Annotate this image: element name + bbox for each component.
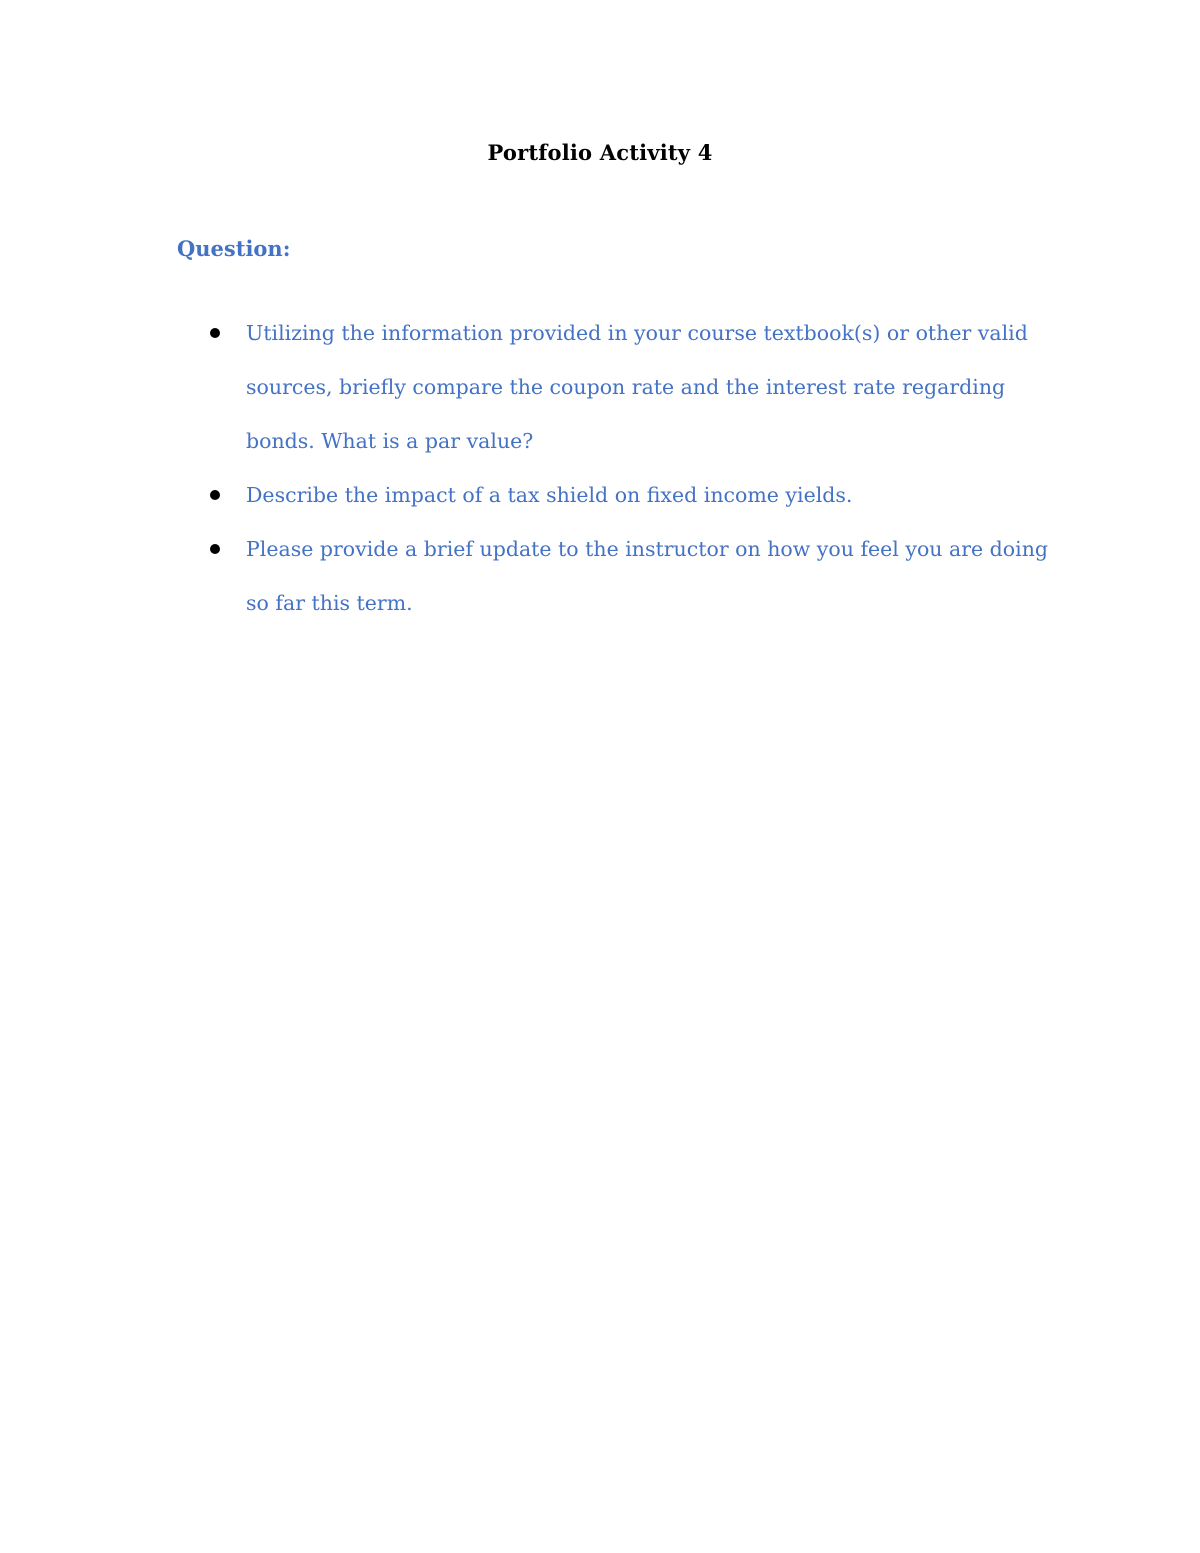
question-list <box>0 306 1200 630</box>
list-item <box>0 522 1200 630</box>
question-text: Utilizing the information provided in your course textbook(s) or other valid sources, briefly compare the coupon rate and the interest rate regarding bonds. What is a par value? <box>246 321 1028 453</box>
document-title: Portfolio Activity 4 <box>487 140 713 165</box>
bullet-icon <box>210 544 220 554</box>
question-text: Please provide a brief update to the instructor on how you feel you are doing so far this term. <box>246 537 1049 615</box>
question-heading: Question: <box>177 236 291 261</box>
bullet-icon <box>210 328 220 338</box>
list-item <box>0 306 1200 468</box>
list-item <box>0 468 1200 522</box>
question-text: Describe the impact of a tax shield on fixed income yields. <box>246 483 853 507</box>
bullet-icon <box>210 490 220 500</box>
